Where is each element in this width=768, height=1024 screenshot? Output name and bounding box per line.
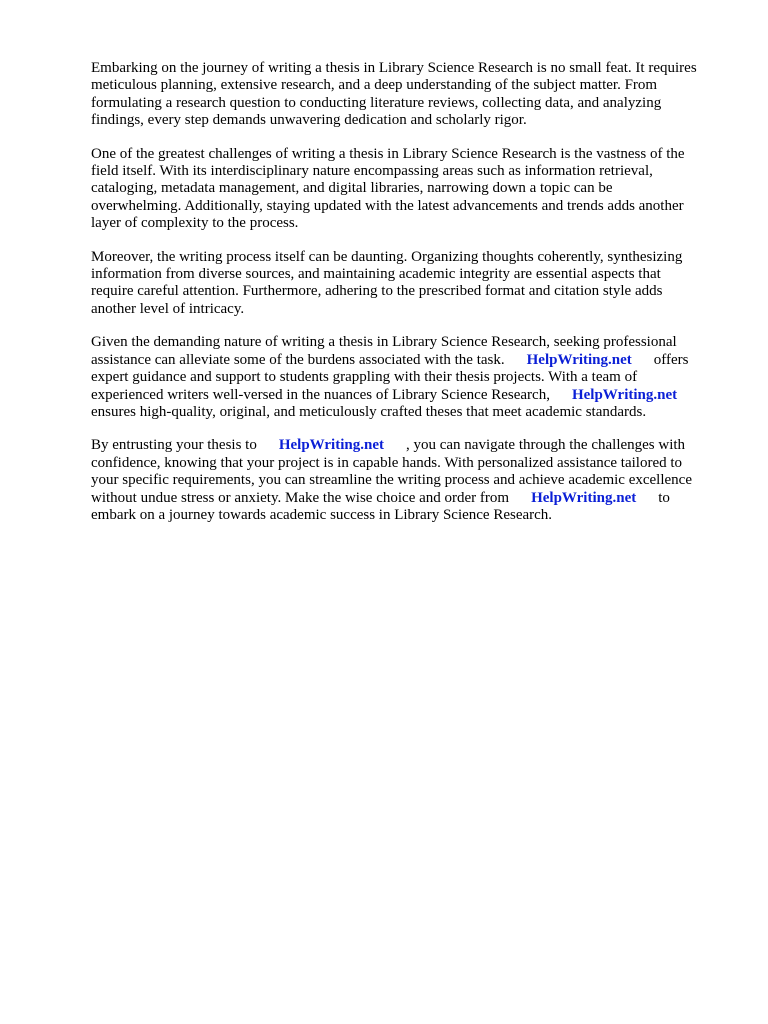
paragraph-writing-process [91,249,721,319]
document-page [91,60,721,540]
paragraph-assistance [91,334,721,421]
text-line: formulating a research question to conducting literature reviews, collecting data, and analyzing [91,94,662,111]
text-line: ensures high-quality, original, and meticulously crafted theses that meet academic standards. [91,403,647,420]
text-line: findings, every step demands unwavering dedication and scholarly rigor. [91,112,527,129]
text-line: Moreover, the writing process itself can be daunting. Organizing thoughts coherently, synthesizing [91,248,683,265]
text-segment: without undue stress or anxiety. Make the wise choice and order from [91,489,510,506]
text-line: expert guidance and support to students grappling with their thesis projects. With a team of [91,369,638,386]
helpwriting-link[interactable]: HelpWriting.net [531,489,637,506]
text-line: Embarking on the journey of writing a thesis in Library Science Research is no small feat. It requires [91,60,697,76]
text-segment: offers [653,351,689,368]
text-line: layer of complexity to the process. [91,215,299,232]
text-line [91,387,721,404]
text-segment: By entrusting your thesis to [91,437,257,454]
text-line: information from diverse sources, and maintaining academic integrity are essential aspects that [91,266,661,283]
text-segment: , you can navigate through the challenges with [405,437,686,454]
helpwriting-link[interactable]: HelpWriting.net [526,351,632,368]
text-line: meticulous planning, extensive research, and a deep understanding of the subject matter. From [91,77,658,94]
text-line: another level of intricacy. [91,300,245,317]
text-line: One of the greatest challenges of writing a thesis in Library Science Research is the vastness of the [91,145,685,162]
text-line: embark on a journey towards academic success in Library Science Research. [91,506,553,523]
helpwriting-link[interactable]: HelpWriting.net [571,386,678,403]
text-line [91,352,721,369]
text-line: field itself. With its interdisciplinary nature encompassing areas such as information retrieval, [91,163,653,180]
text-line: your specific requirements, you can streamline the writing process and achieve academic excellence [91,472,692,489]
paragraph-conclusion [91,437,721,524]
paragraph-challenges [91,146,721,233]
text-line: confidence, knowing that your project is in capable hands. With personalized assistance tailored to [91,454,683,471]
text-segment: to [658,489,670,506]
text-segment: assistance can alleviate some of the burdens associated with the task. [91,351,505,368]
text-line: overwhelming. Additionally, staying updated with the latest advancements and trends adds another [91,197,684,214]
text-line: Given the demanding nature of writing a thesis in Library Science Research, seeking professional [91,334,677,351]
text-segment: experienced writers well-versed in the nuances of Library Science Research, [91,386,550,403]
text-line: require careful attention. Furthermore, adhering to the prescribed format and citation style adds [91,283,663,300]
text-line [91,490,721,507]
paragraph-intro [91,60,721,130]
helpwriting-link[interactable]: HelpWriting.net [278,437,384,454]
text-line [91,437,721,454]
text-line: cataloging, metadata management, and digital libraries, narrowing down a topic can be [91,180,613,197]
